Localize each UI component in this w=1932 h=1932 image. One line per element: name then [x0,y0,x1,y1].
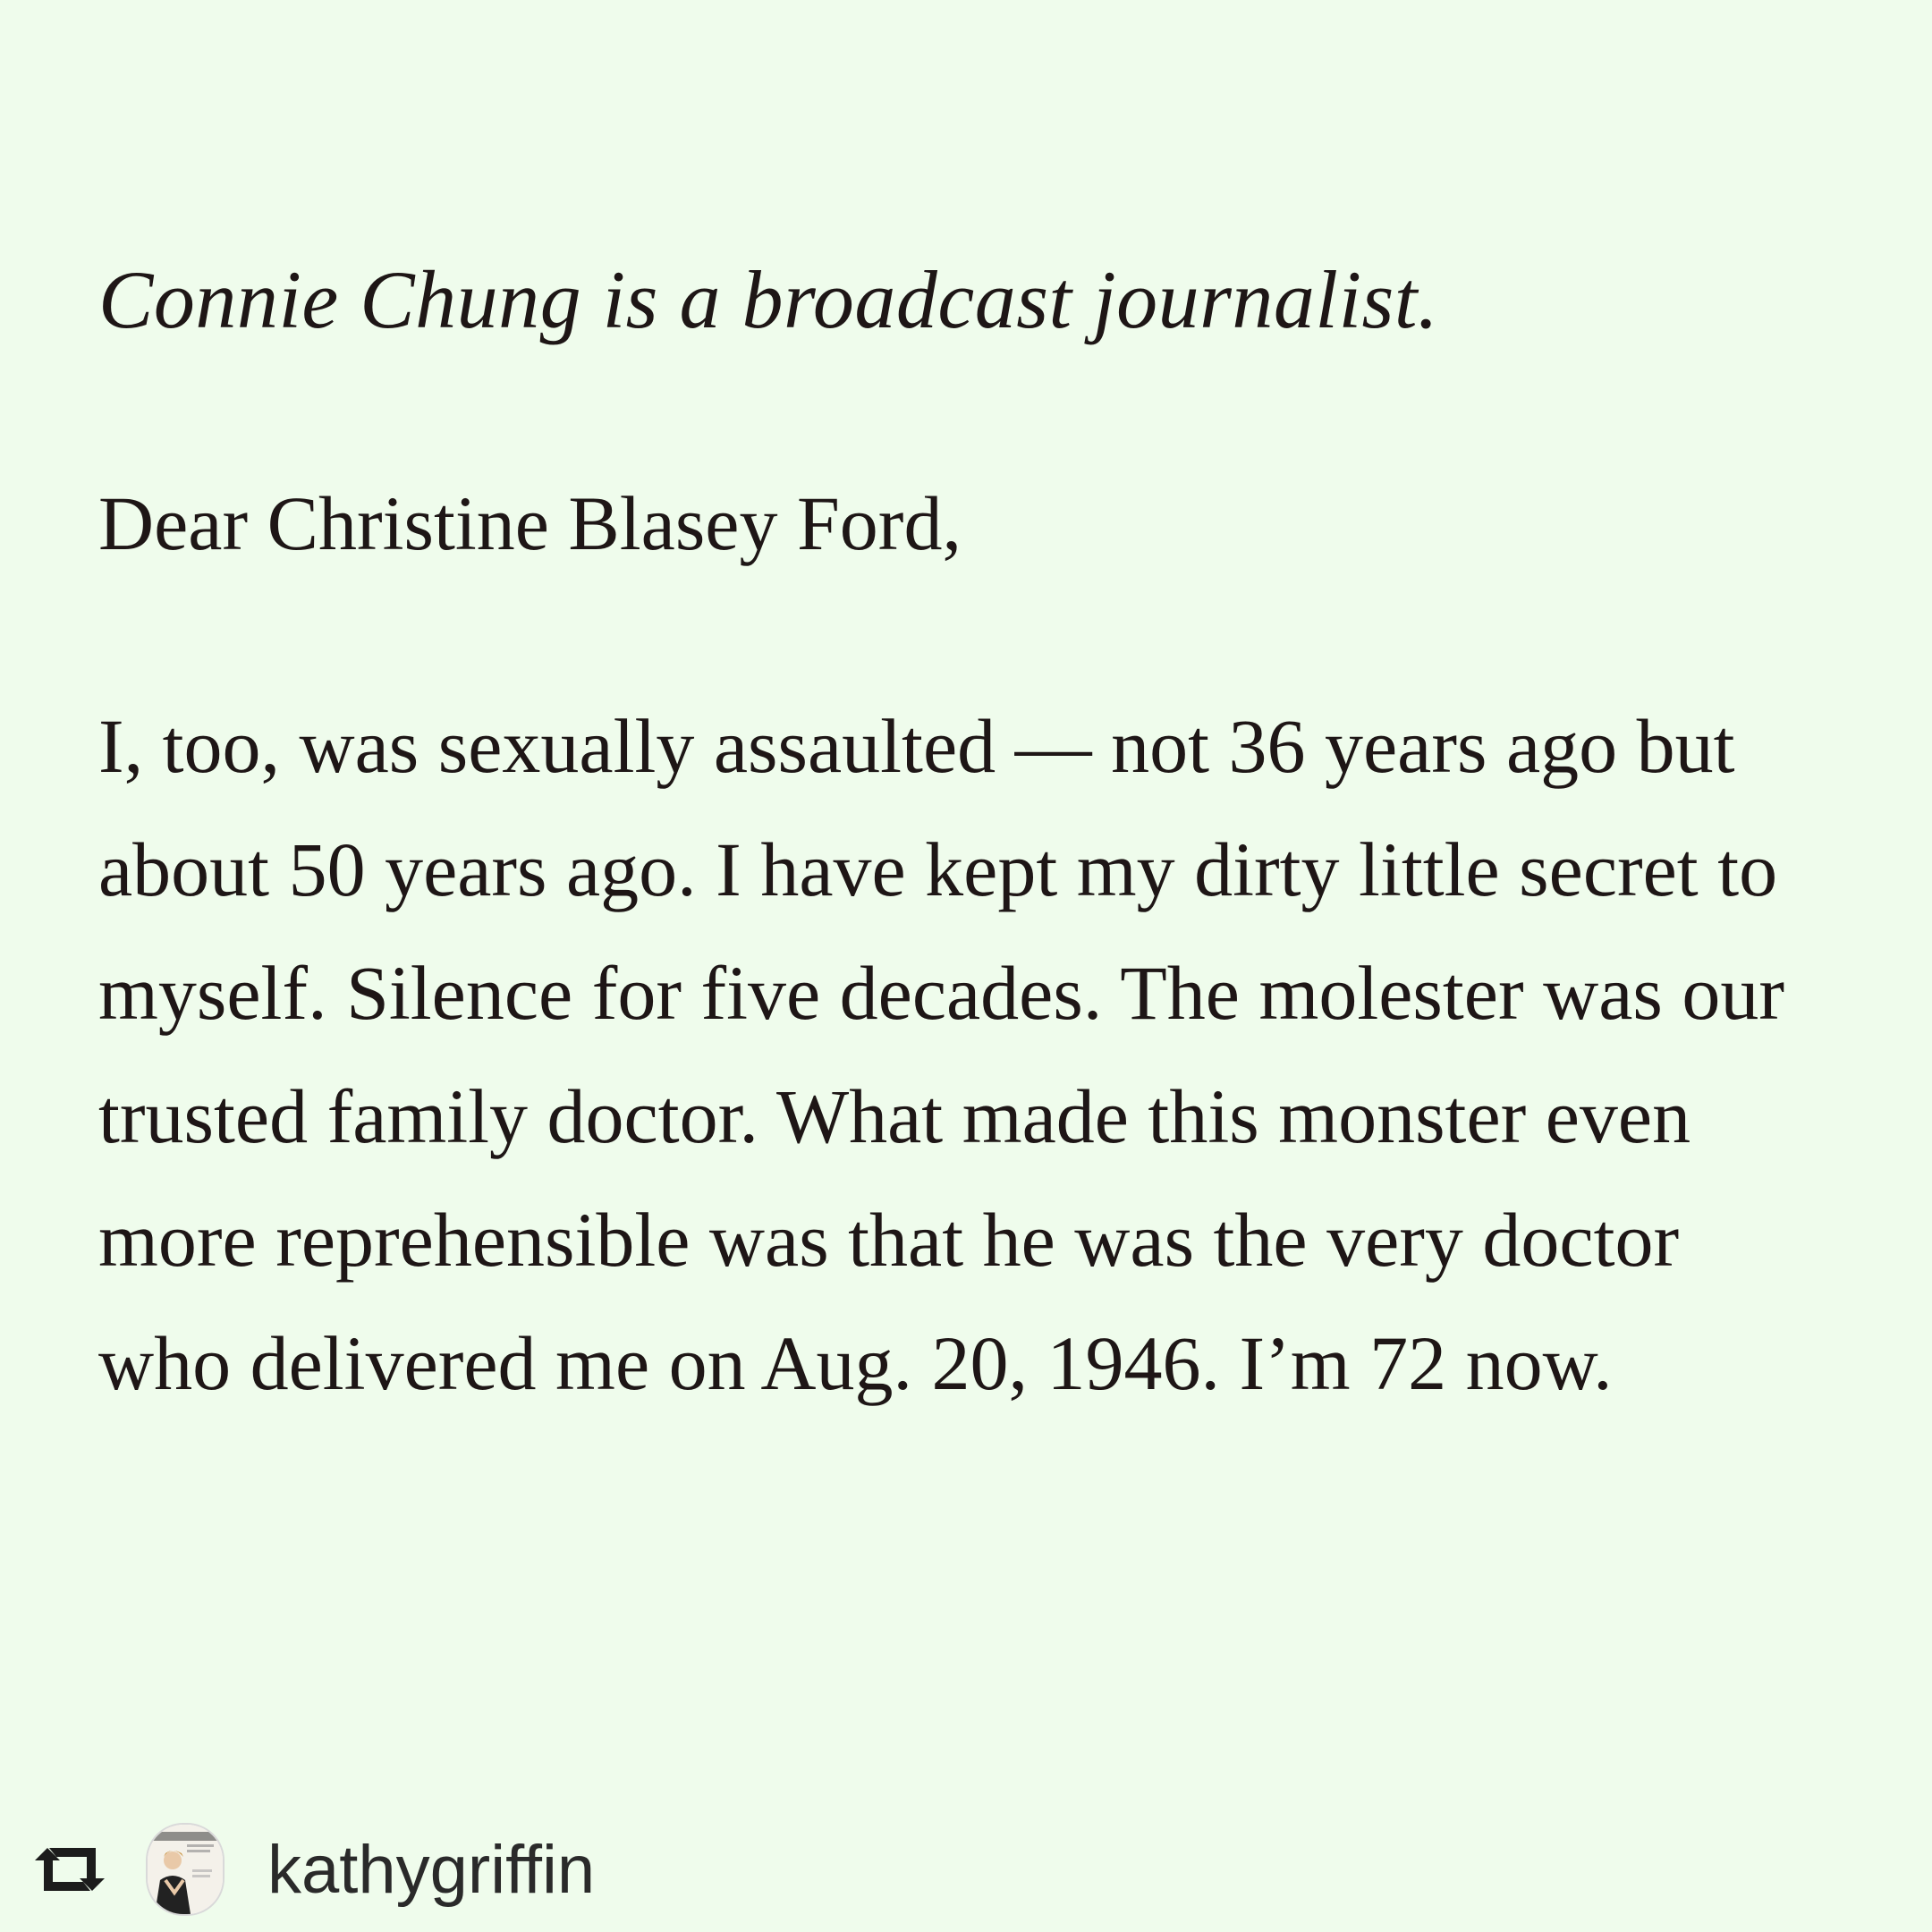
user-avatar[interactable] [146,1823,225,1916]
repost-bar [31,1820,595,1919]
letter-salutation: Dear Christine Blasey Ford, [98,480,962,566]
letter-body: I, too, was sexually assaulted — not 36 years ago but about 50 years ago. I have kept my dirty little secret to myself. Silence for five decades. The molester was our trusted family doctor. What made this monster even more reprehensible was that he was the very doctor who delivered me on Aug. 20, 1946. I’m 72 now. [98,703,1784,1406]
repost-icon [31,1841,108,1898]
username[interactable]: kathygriffin [267,1831,596,1908]
article [98,242,1843,1425]
magazine-cover-avatar-icon [148,1825,223,1914]
author-byline: Connie Chung is a broadcast journalist. [98,254,1439,345]
